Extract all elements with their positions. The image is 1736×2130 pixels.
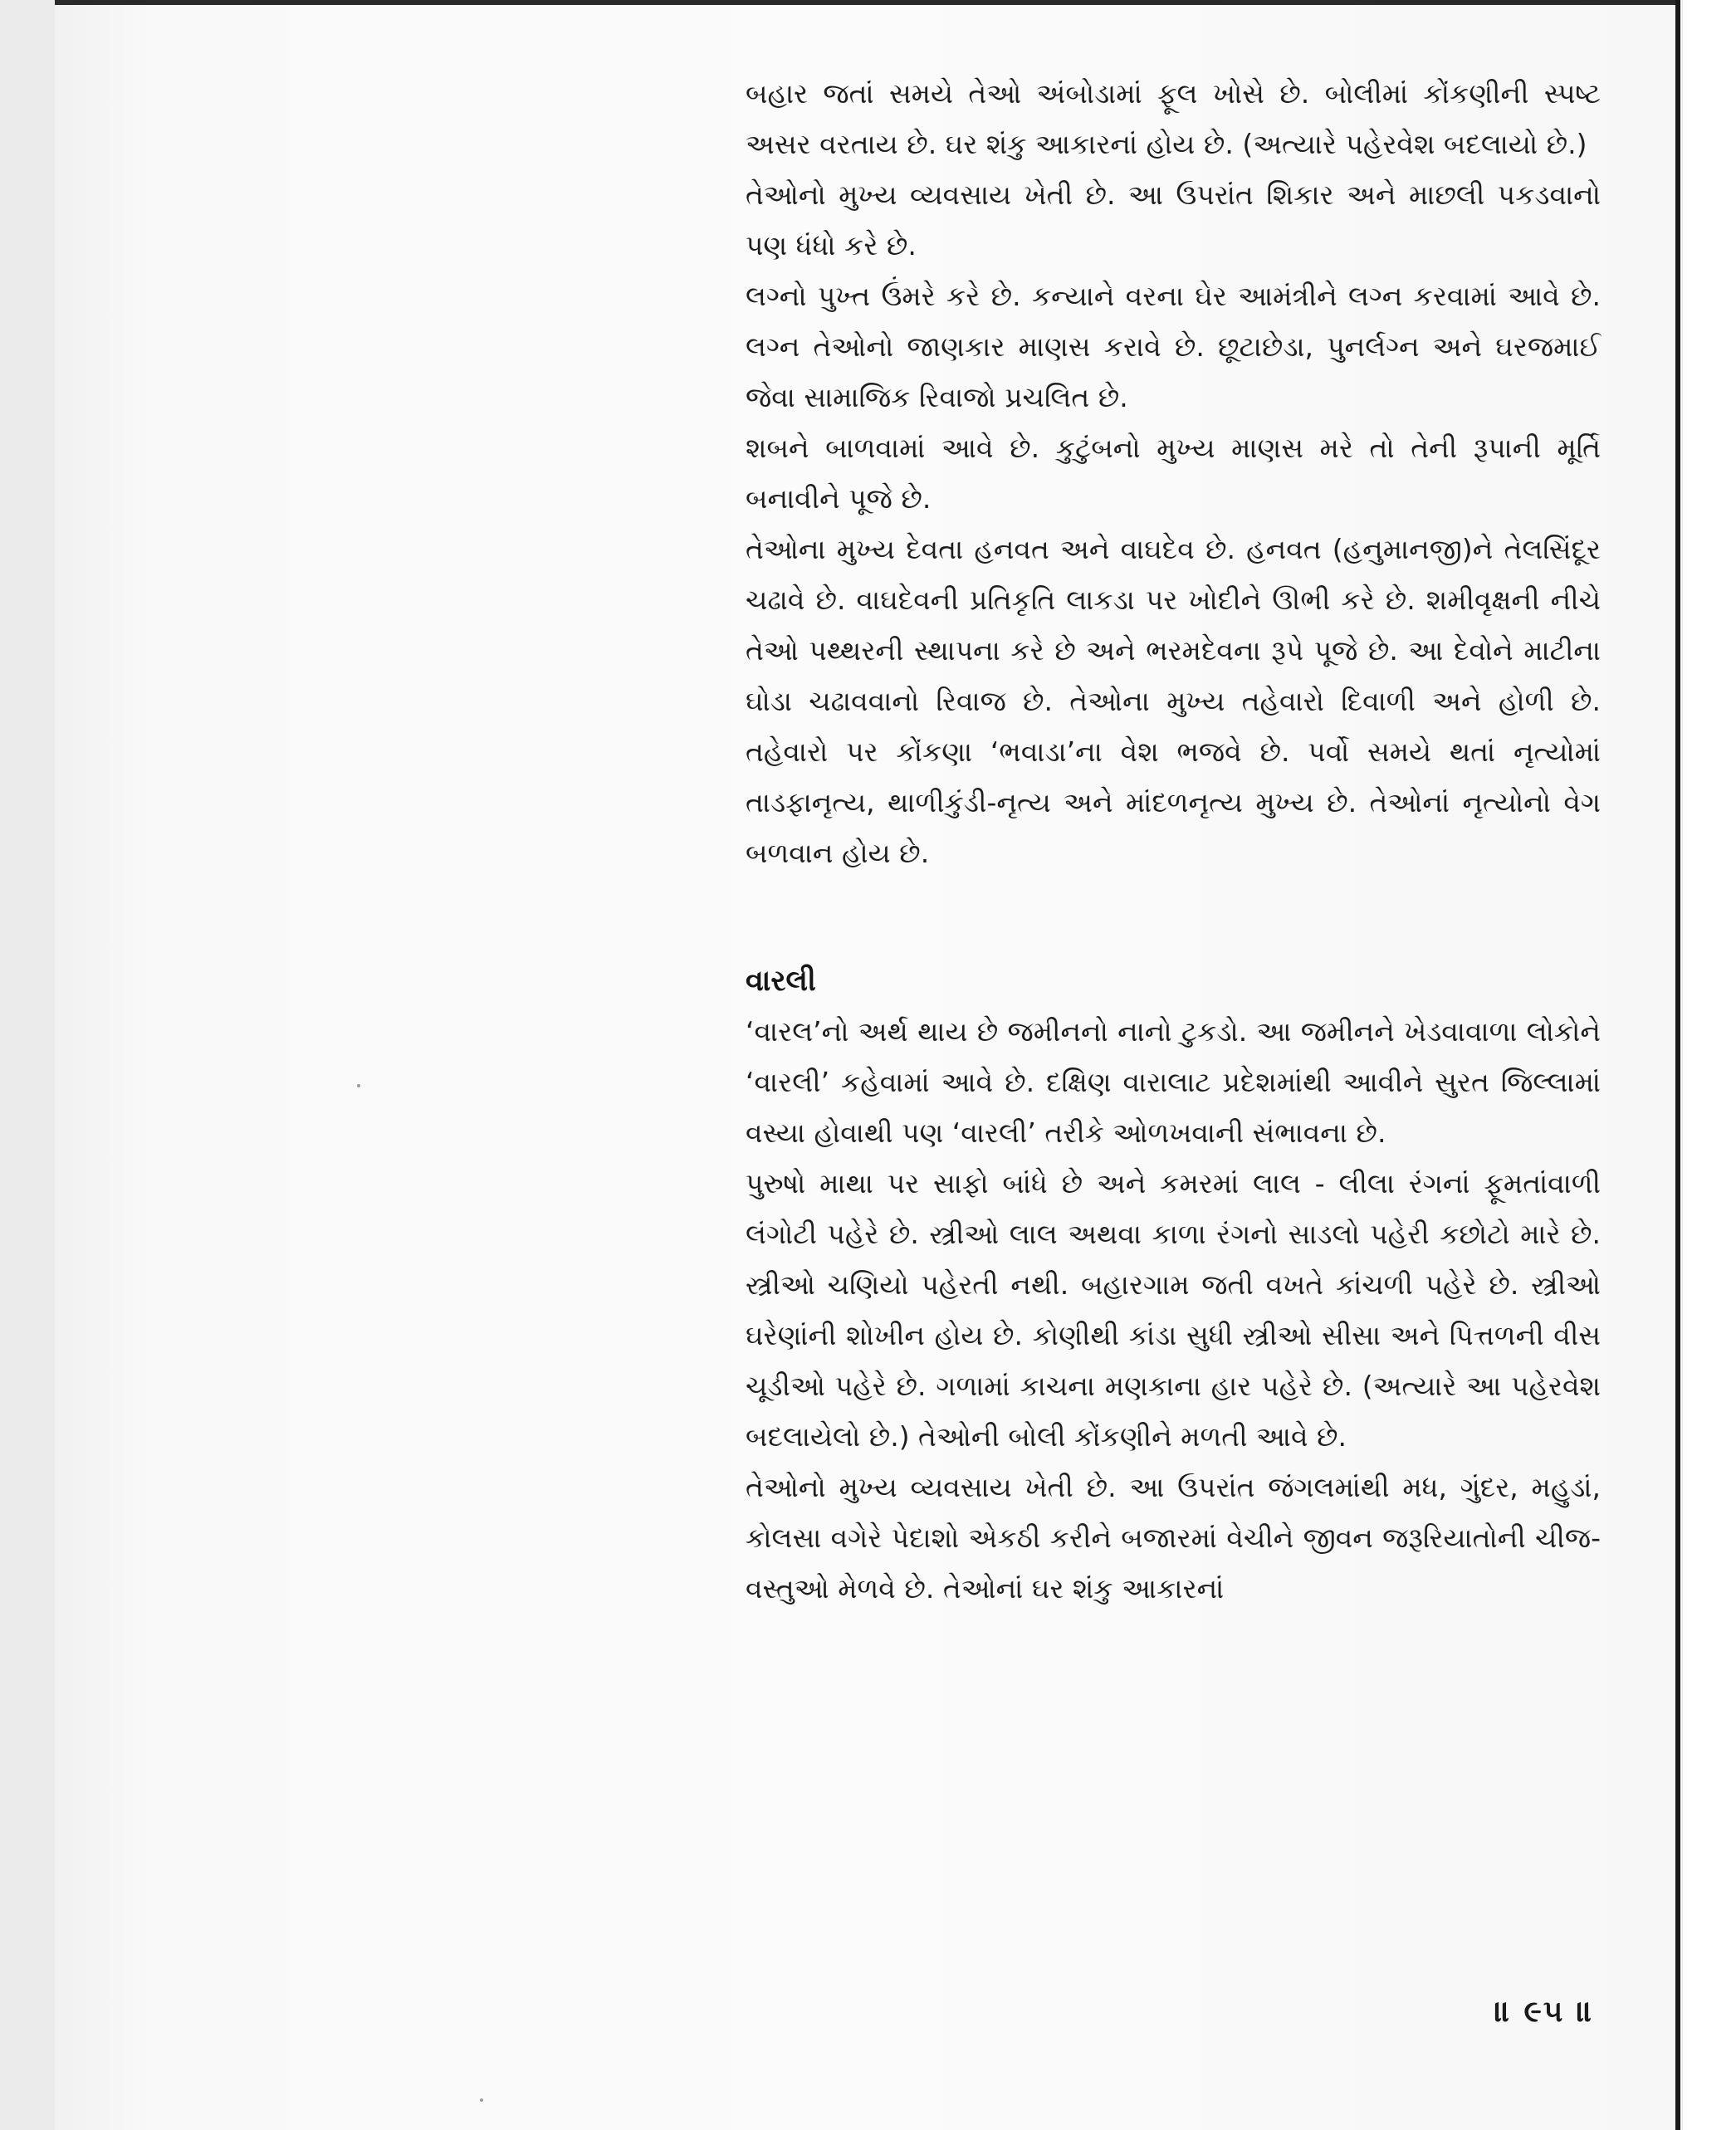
paragraph: લગ્નો પુખ્ત ઉંમરે કરે છે. કન્યાને વરના ઘેર આમંત્રીને લગ્ન કરવામાં આવે છે. લગ્ન તેઓનો જાણકાર માણસ કરાવે છે. છૂટાછેડા, પુનર્લગ્ન અને ઘરજમાઈ જેવા સામાજિક રિવાજો પ્રચલિત છે. [746, 280, 1601, 413]
scan-speck [480, 2098, 483, 2102]
page-number: ॥ ૯૫ ॥ [1494, 1995, 1594, 2029]
paragraph: તેઓના મુખ્ય દેવતા હનવત અને વાઘદેવ છે. હનવત (હનુમાનજી)ને તેલસિંદૂર ચઢાવે છે. વાઘદેવની પ્રતિકૃતિ લાકડા પર ખોદીને ઊભી કરે છે. શમીવૃક્ષની નીચે તેઓ પથ્થરની સ્થાપના કરે છે અને ભરમદેવના રૂપે પૂજે છે. આ દેવોને માટીના ઘોડા ચઢાવવાનો રિવાજ છે. તેઓના મુખ્ય તહેવારો દિવાળી અને હોળી છે. તહેવારો પર કોંકણા ‘ભવાડા’ના વેશ ભજવે છે. પર્વો સમયે થતાં નૃત્યોમાં તાડફાનૃત્ય, થાળીકુંડી-નૃત્ય અને માંદળનૃત્ય મુખ્ય છે. તેઓનાં નૃત્યોનો વેગ બળવાન હોય છે. [746, 533, 1601, 869]
text-column [746, 68, 1601, 1614]
paragraph: ‘વારલ’નો અર્થ થાય છે જમીનનો નાનો ટુકડો. આ જમીનને ખેડવાવાળા લોકોને ‘વારલી’ કહેવામાં આવે છે. દક્ષિણ વારાલાટ પ્રદેશમાંથી આવીને સુરત જિલ્લામાં વસ્યા હોવાથી પણ ‘વારલી’ તરીકે ઓળખવાની સંભાવના છે. [746, 1015, 1601, 1149]
scan-margin [1683, 0, 1736, 2130]
page-right-edge [1675, 0, 1680, 2130]
paragraph: શબને બાળવામાં આવે છે. કુટુંબનો મુખ્ય માણસ મરે તો તેની રૂપાની મૂર્તિ બનાવીને પૂજે છે. [746, 432, 1601, 515]
scan-speck [357, 1084, 360, 1087]
paragraph: બહાર જતાં સમયે તેઓ અંબોડામાં ફૂલ ખોસે છે. બોલીમાં કોંકણીની સ્પષ્ટ અસર વરતાય છે. ઘર શંકુ આકારનાં હોય છે. (અત્યારે પહેરવેશ બદલાયો છે.) [746, 77, 1601, 160]
section-heading: વારલી [746, 965, 816, 998]
page-top-border [55, 0, 1680, 5]
paragraph: તેઓનો મુખ્ય વ્યવસાય ખેતી છે. આ ઉપરાંત જંગલમાંથી મધ, ગુંદર, મહુડાં, કોલસા વગેરે પેદાશો એકઠી કરીને બજારમાં વેચીને જીવન જરૂરિયાતોની ચીજ-વસ્તુઓ મેળવે છે. તેઓનાં ઘર શંકુ આકારનાં [746, 1471, 1601, 1605]
paragraph: પુરુષો માથા પર સાફો બાંધે છે અને કમરમાં લાલ - લીલા રંગનાં ફૂમતાંવાળી લંગોટી પહેરે છે. સ્ત્રીઓ લાલ અથવા કાળા રંગનો સાડલો પહેરી કછોટો મારે છે. સ્ત્રીઓ ચણિયો પહેરતી નથી. બહારગામ જતી વખતે કાંચળી પહેરે છે. સ્ત્રીઓ ઘરેણાંની શોખીન હોય છે. કોણીથી કાંડા સુધી સ્ત્રીઓ સીસા અને પિત્તળની વીસ ચૂડીઓ પહેરે છે. ગળામાં કાચના મણકાના હાર પહેરે છે. (અત્યારે આ પહેરવેશ બદલાયેલો છે.) તેઓની બોલી કોંકણીને મળતી આવે છે. [746, 1167, 1601, 1453]
paragraph: તેઓનો મુખ્ય વ્યવસાય ખેતી છે. આ ઉપરાંત શિકાર અને માછલી પકડવાનો પણ ધંધો કરે છે. [746, 178, 1601, 261]
